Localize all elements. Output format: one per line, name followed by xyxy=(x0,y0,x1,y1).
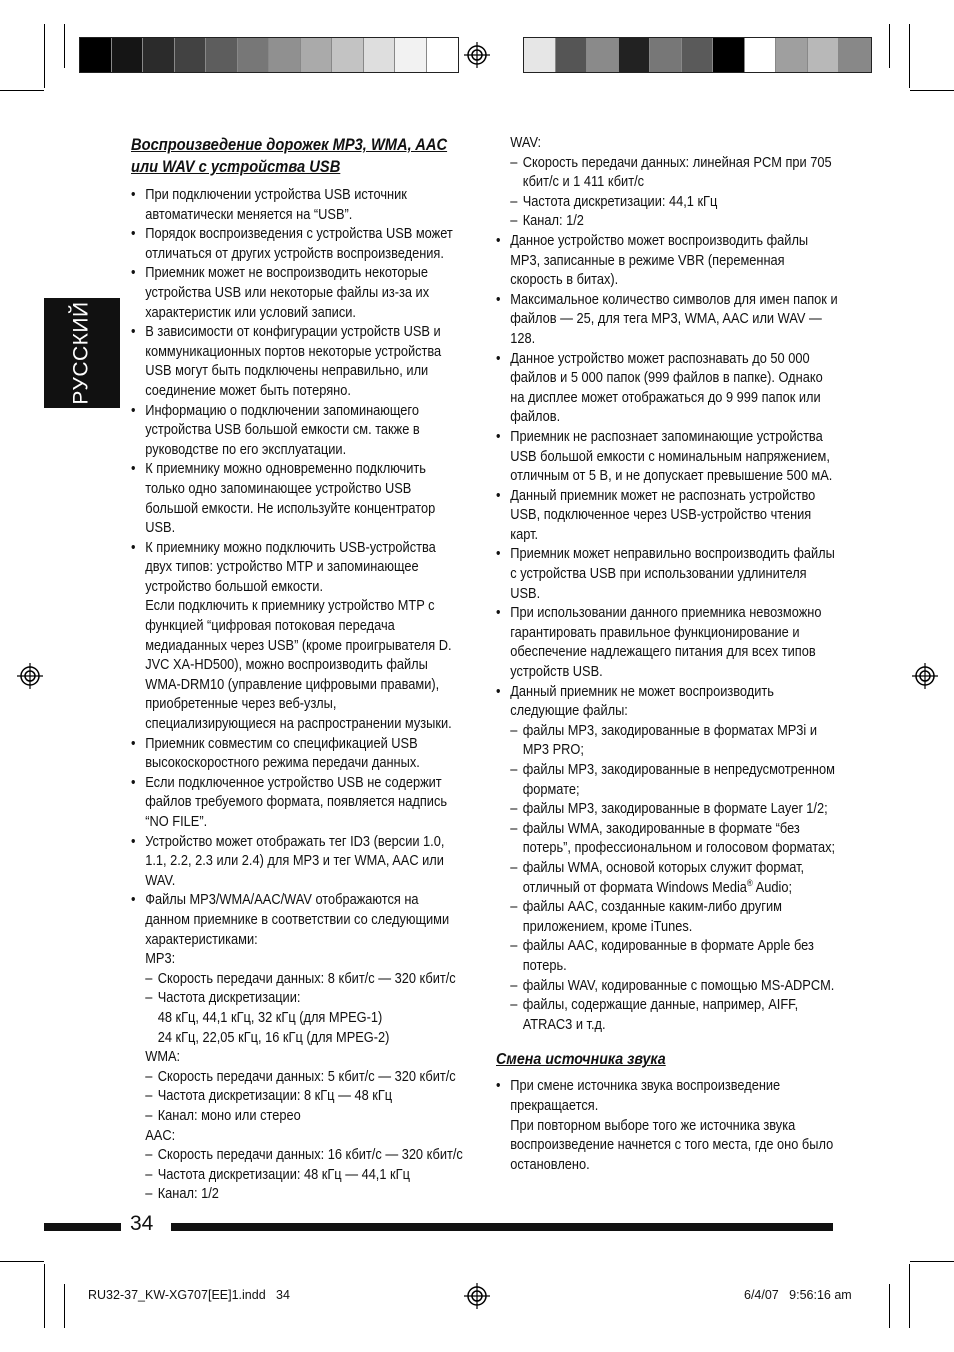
spec-subitem: 48 кГц, 44,1 кГц, 32 кГц (для MPEG-1) xyxy=(157,1009,383,1026)
registration-mark-icon xyxy=(464,1283,490,1309)
color-swatch xyxy=(332,38,364,72)
list-item: • Приемник совместим со спецификацией USB высокоскоростного режима передачи данных. xyxy=(131,735,465,774)
spec-item: – Скорость передачи данных: 16 кбит/с — 320 кбит/с xyxy=(131,1146,465,1166)
language-tab-label: РУССКИЙ xyxy=(70,301,94,405)
list-item-continuation: Если подключить к приемнику устройство MTP с функцией “цифровая потоковая передача медиаданных через USB” (кроме проигрывателя D. JVC XA-HD500), можно воспроизводить файлы WMA-DRM10 (управление цифровыми правами), приобретенные через веб-узлы, специализирующиеся на распространении музыки. xyxy=(145,598,452,733)
color-swatch xyxy=(556,38,588,72)
list-item: • Данное устройство может распознавать до 50 000 файлов и 5 000 папок (999 файлов в папке). Однако на дисплее может отображаться до 9 999 папок или файлов. xyxy=(496,350,839,428)
page-number: 34 xyxy=(130,1212,154,1235)
color-swatch xyxy=(206,38,238,72)
spec-item: – Канал: 1/2 xyxy=(131,1185,465,1205)
spec-item: – Канал: моно или стерео xyxy=(131,1107,465,1127)
section-heading-usb: Воспроизведение дорожек MP3, WMA, AAC или WAV с устройства USB xyxy=(131,136,448,176)
list-item: • Приемник не распознает запоминающие устройства USB большой емкости с номинальным напряжением, отличным от 5 В, и не допускает превышение 500 мА. xyxy=(496,428,839,487)
color-swatch xyxy=(808,38,840,72)
list-item: • Данное устройство может воспроизводить файлы MP3, записанные в режиме VBR (переменная скорость в битах). xyxy=(496,232,839,291)
language-tab xyxy=(44,298,120,408)
list-item: • К приемнику можно подключить USB-устройства двух типов: устройство MTP и запоминающее устройство большой емкости. xyxy=(131,539,465,598)
list-item: • Если подключенное устройство USB не содержит файлов требуемого формата, появляется надпись “NO FILE”. xyxy=(131,774,465,833)
format-label-wav: WAV: xyxy=(510,135,542,151)
footer-rule xyxy=(44,1223,121,1231)
list-item: • При подключении устройства USB источник автоматически меняется на “USB”. xyxy=(131,186,465,225)
list-item: • Файлы MP3/WMA/AAC/WAV отображаются на данном приемнике в соответствии со следующими характеристиками: xyxy=(131,891,465,950)
list-item: • Данный приемник не может воспроизводить следующие файлы: xyxy=(496,683,839,722)
crop-mark xyxy=(909,24,910,88)
color-swatch xyxy=(112,38,144,72)
color-swatch xyxy=(175,38,207,72)
registration-mark-icon xyxy=(464,42,490,68)
color-bar-right xyxy=(523,37,872,73)
list-item: • Данный приемник может не распознать устройство USB, подключенное через USB-устройство чтения карт. xyxy=(496,487,839,546)
spec-item: – Скорость передачи данных: 8 кбит/с — 320 кбит/с xyxy=(131,970,465,990)
left-column xyxy=(131,134,465,1205)
color-swatch xyxy=(524,38,556,72)
color-swatch xyxy=(713,38,745,72)
spec-item: – Скорость передачи данных: линейная PCM при 705 кбит/с и 1 411 кбит/с xyxy=(496,154,839,193)
color-swatch xyxy=(682,38,714,72)
crop-mark xyxy=(0,1261,44,1262)
spec-item: – Частота дискретизации: 48 кГц — 44,1 кГц xyxy=(131,1166,465,1186)
registration-mark-icon xyxy=(17,663,43,689)
list-item: • Максимальное количество символов для имен папок и файлов — 25, для тега MP3, WMA, AAC или WAV — 128. xyxy=(496,291,839,350)
right-column xyxy=(496,134,839,1175)
crop-mark xyxy=(64,1284,65,1328)
list-item: • Порядок воспроизведения с устройства USB может отличаться от других устройств воспроизведения. xyxy=(131,225,465,264)
unsupported-file-item: – файлы AAC, кодированные в формате Apple без потерь. xyxy=(496,937,839,976)
color-swatch xyxy=(839,38,871,72)
usb-notes-list-continued xyxy=(496,134,839,1035)
crop-mark xyxy=(909,1264,910,1328)
crop-mark xyxy=(64,24,65,68)
list-item-continuation: При повторном выборе того же источника звука воспроизведение начнется с того места, где оно было остановлено. xyxy=(510,1117,834,1173)
color-swatch xyxy=(395,38,427,72)
list-item: • При использовании данного приемника невозможно гарантировать правильное функционирование и обеспечение надлежащего питания для всех типов устройств USB. xyxy=(496,604,839,682)
list-item: • В зависимости от конфигурации устройств USB и коммуникационных портов некоторые устройства USB могут быть подключены неправильно, или соединение может быть потеряно. xyxy=(131,323,465,401)
crop-mark xyxy=(910,1261,954,1262)
spec-item: – Скорость передачи данных: 5 кбит/с — 320 кбит/с xyxy=(131,1068,465,1088)
source-change-list xyxy=(496,1077,839,1175)
list-item: • При смене источника звука воспроизведение прекращается. xyxy=(496,1077,839,1116)
color-swatch xyxy=(745,38,777,72)
list-item: • Приемник может не воспроизводить некоторые устройства USB или некоторые файлы из-за их характеристик или условий записи. xyxy=(131,264,465,323)
usb-notes-list xyxy=(131,186,465,1205)
unsupported-file-item: – файлы, содержащие данные, например, AIFF, ATRAC3 и т.д. xyxy=(496,996,839,1035)
section-heading-source-change: Смена источника звука xyxy=(496,1051,666,1069)
color-swatch xyxy=(269,38,301,72)
spec-item: – Частота дискретизации: xyxy=(131,989,465,1009)
unsupported-file-item: – файлы WAV, кодированные с помощью MS-ADPCM. xyxy=(496,977,839,997)
crop-mark xyxy=(0,90,44,91)
color-swatch xyxy=(650,38,682,72)
footer-rule xyxy=(171,1223,833,1231)
color-swatch xyxy=(427,38,459,72)
color-swatch xyxy=(587,38,619,72)
print-slug-timestamp: 6/4/07 9:56:16 am xyxy=(744,1288,852,1302)
registration-mark-icon xyxy=(912,663,938,689)
color-swatch xyxy=(776,38,808,72)
color-swatch xyxy=(238,38,270,72)
print-slug-filename: RU32-37_KW-XG707[EE]1.indd 34 xyxy=(88,1288,290,1302)
format-label-wma: WMA: xyxy=(145,1049,181,1066)
spec-item: – Канал: 1/2 xyxy=(496,212,839,232)
format-label-mp3: MP3: xyxy=(145,951,176,968)
unsupported-file-item: – файлы AAC, созданные каким-либо другим приложением, кроме iTunes. xyxy=(496,898,839,937)
unsupported-file-item: – файлы WMA, закодированные в формате “без потерь”, профессиональном и голосовом форматах; xyxy=(496,820,839,859)
crop-mark xyxy=(889,24,890,68)
crop-mark xyxy=(44,1264,45,1328)
spec-item: – Частота дискретизации: 44,1 кГц xyxy=(496,193,839,213)
list-item: • Информацию о подключении запоминающего устройства USB большой емкости см. также в руководстве по его эксплуатации. xyxy=(131,402,465,461)
color-swatch xyxy=(80,38,112,72)
crop-mark xyxy=(889,1284,890,1328)
crop-mark xyxy=(910,90,954,91)
crop-mark xyxy=(44,24,45,88)
color-swatch xyxy=(364,38,396,72)
list-item: • К приемнику можно одновременно подключить только одно запоминающее устройство USB большой емкости. Не используйте концентратор USB. xyxy=(131,460,465,538)
unsupported-file-item: – файлы WMA, основой которых служит формат, отличный от формата Windows Media® Audio; xyxy=(496,859,839,898)
list-item: • Устройство может отображать тег ID3 (версии 1.0, 1.1, 2.2, 2.3 или 2.4) для MP3 и тег WMA, AAC или WAV. xyxy=(131,833,465,892)
color-swatch xyxy=(143,38,175,72)
list-item: • Приемник может неправильно воспроизводить файлы с устройства USB при использовании удлинителя USB. xyxy=(496,545,839,604)
color-bar-left xyxy=(79,37,459,73)
unsupported-file-item: – файлы MP3, закодированные в формате Layer 1/2; xyxy=(496,800,839,820)
spec-subitem: 24 кГц, 22,05 кГц, 16 кГц (для MPEG-2) xyxy=(157,1029,390,1046)
unsupported-file-item: – файлы MP3, закодированные в непредусмотренном формате; xyxy=(496,761,839,800)
unsupported-file-item: – файлы MP3, закодированные в форматах MP3i и MP3 PRO; xyxy=(496,722,839,761)
format-label-aac: AAC: xyxy=(145,1127,176,1144)
color-swatch xyxy=(619,38,651,72)
spec-item: – Частота дискретизации: 8 кГц — 48 кГц xyxy=(131,1087,465,1107)
color-swatch xyxy=(301,38,333,72)
